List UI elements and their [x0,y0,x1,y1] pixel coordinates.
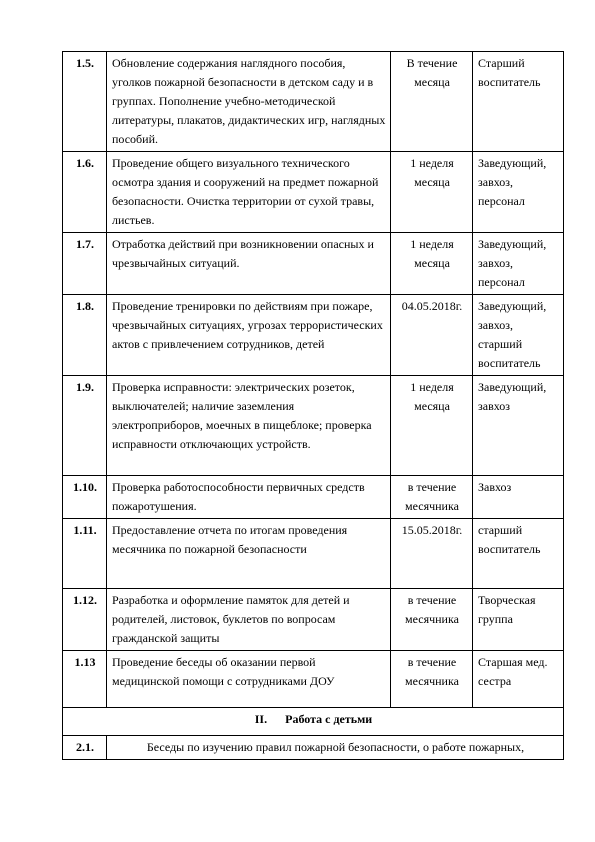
item-number: 1.11. [63,519,107,589]
item-responsible: Заведующий, завхоз, персонал [473,233,564,295]
item-description: Проверка работоспособности первичных средств пожаротушения. [107,476,391,519]
item-number: 1.8. [63,295,107,376]
item-responsible: Старший воспитатель [473,52,564,152]
item-number: 1.5. [63,52,107,152]
item-description: Проведение тренировки по действиям при пожаре, чрезвычайных ситуациях, угрозах террористических актов с привлечением сотрудников, детей [107,295,391,376]
item-deadline: в течение месячника [391,651,473,708]
item-number: 1.6. [63,152,107,233]
item-number: 2.1. [63,736,107,760]
plan-table-body [63,52,564,760]
table-row [63,52,564,152]
item-deadline: 1 неделя месяца [391,152,473,233]
table-row [63,736,564,760]
item-responsible: Завхоз [473,476,564,519]
item-description: Проверка исправности: электрических розеток, выключателей; наличие заземления электроприборов, моечных в пищеблоке; проверка исправности отключающих устройств. [107,376,391,476]
table-row [63,295,564,376]
item-responsible: Заведующий, завхоз, старший воспитатель [473,295,564,376]
item-deadline: 1 неделя месяца [391,376,473,476]
item-number: 1.7. [63,233,107,295]
item-number: 1.10. [63,476,107,519]
section-header [63,708,564,736]
section-title: Работа с детьми [285,712,373,726]
item-deadline: 1 неделя месяца [391,233,473,295]
item-responsible: Творческая группа [473,589,564,651]
item-deadline: в течение месячника [391,476,473,519]
item-deadline: 15.05.2018г. [391,519,473,589]
item-description: Проведение беседы об оказании первой медицинской помощи с сотрудниками ДОУ [107,651,391,708]
item-responsible: старший воспитатель [473,519,564,589]
item-description: Предоставление отчета по итогам проведения месячника по пожарной безопасности [107,519,391,589]
table-row [63,519,564,589]
section-header-row [63,708,564,736]
table-row [63,376,564,476]
item-deadline: 04.05.2018г. [391,295,473,376]
item-deadline: В течение месяца [391,52,473,152]
item-description: Обновление содержания наглядного пособия, уголков пожарной безопасности в детском саду и в группах. Пополнение учебно-методической литературы, плакатов, дидактических игр, наглядных пособий. [107,52,391,152]
item-responsible: Заведующий, завхоз, персонал [473,152,564,233]
table-row [63,651,564,708]
table-row [63,476,564,519]
section-number: II. [254,712,268,726]
table-row [63,152,564,233]
plan-table [62,51,564,760]
item-number: 1.12. [63,589,107,651]
item-description: Отработка действий при возникновении опасных и чрезвычайных ситуаций. [107,233,391,295]
item-number: 1.9. [63,376,107,476]
table-row [63,233,564,295]
item-number: 1.13 [63,651,107,708]
table-row [63,589,564,651]
item-responsible: Заведующий, завхоз [473,376,564,476]
item-deadline: в течение месячника [391,589,473,651]
item-description: Беседы по изучению правил пожарной безопасности, о работе пожарных, [107,736,564,760]
item-description: Проведение общего визуального технического осмотра здания и сооружений на предмет пожарной безопасности. Очистка территории от сухой травы, листьев. [107,152,391,233]
item-description: Разработка и оформление памяток для детей и родителей, листовок, буклетов по вопросам гражданской защиты [107,589,391,651]
item-responsible: Старшая мед. сестра [473,651,564,708]
